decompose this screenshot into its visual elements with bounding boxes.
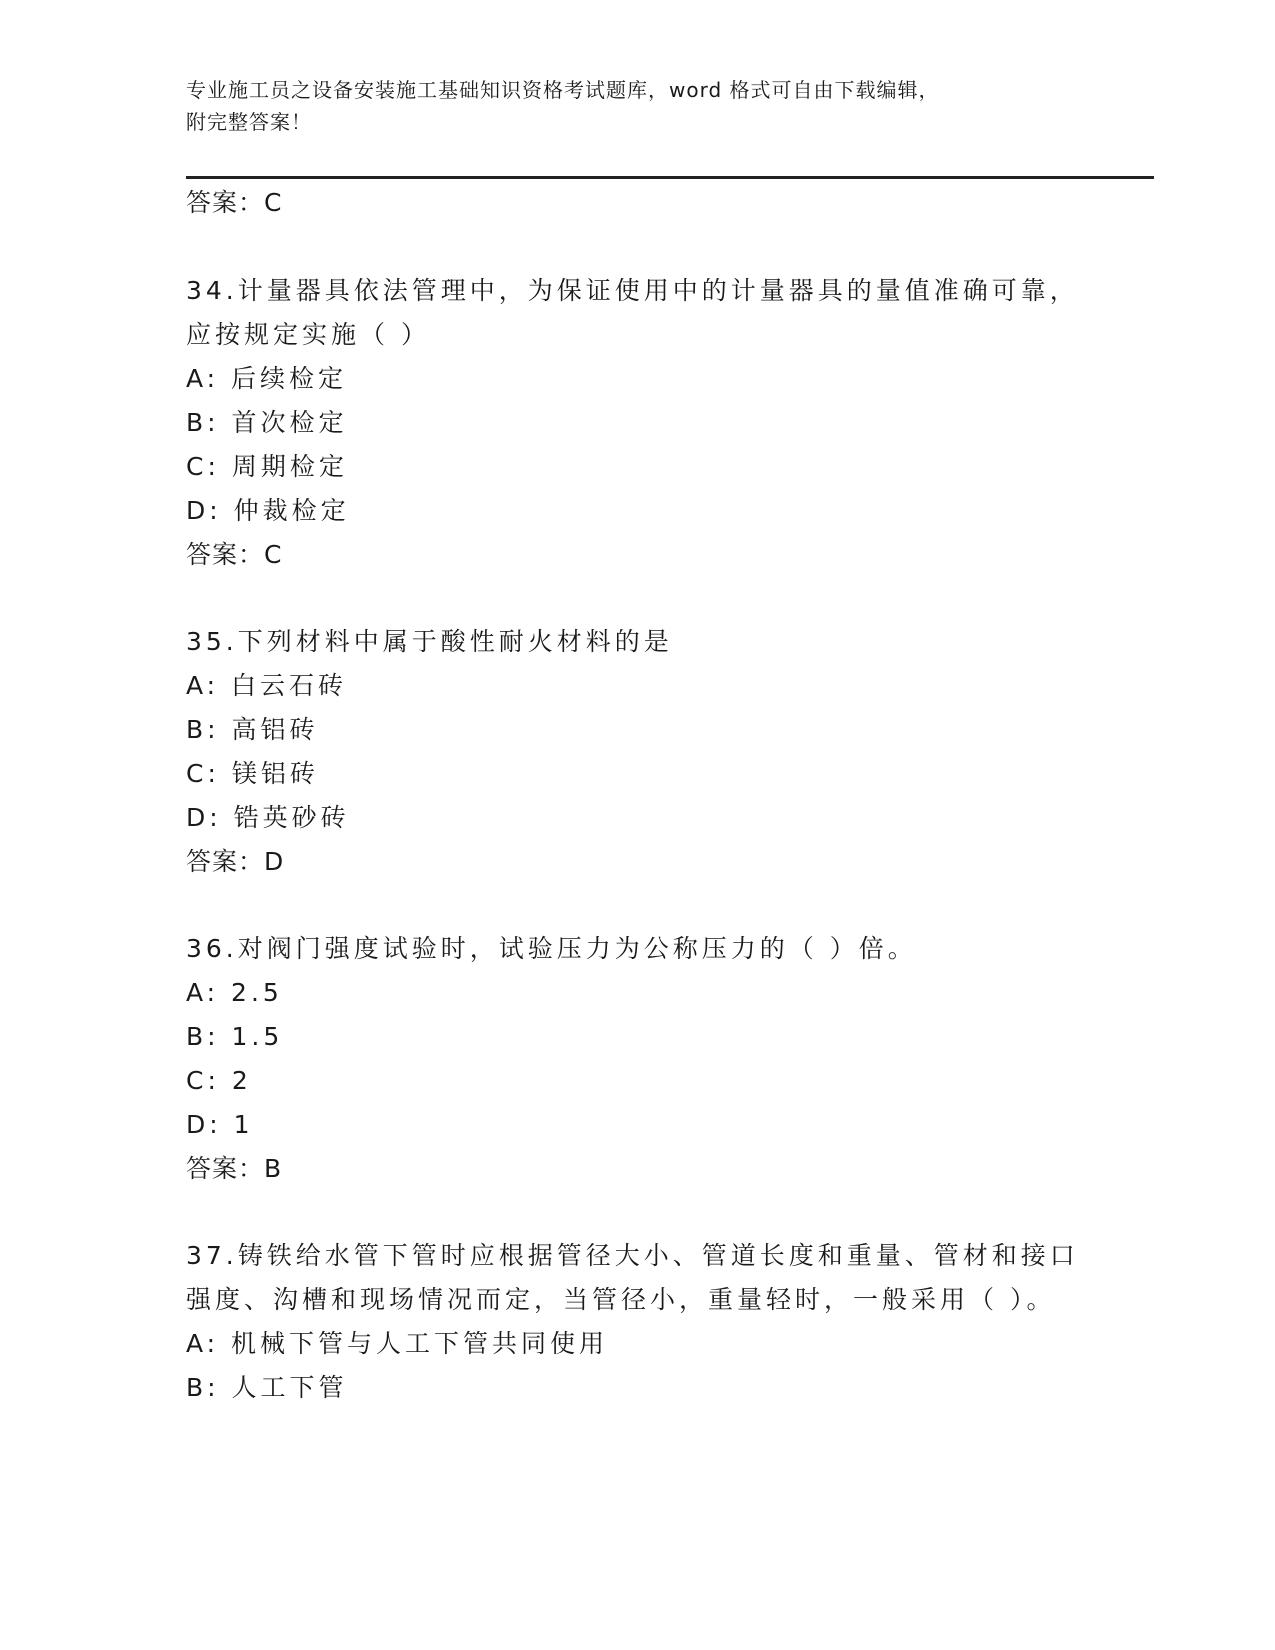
question-36-option-a: A: 2.5: [186, 978, 283, 1007]
header-line-2: 附完整答案！: [186, 110, 312, 134]
document-header: [186, 74, 1066, 138]
question-36-option-d: D: 1: [186, 1110, 254, 1139]
question-35-option-b: B: 高铝砖: [186, 715, 319, 744]
question-34-answer: 答案：C: [186, 540, 283, 569]
header-divider: [186, 176, 1154, 179]
question-34-option-a: A: 后续检定: [186, 364, 348, 393]
question-37-option-b: B: 人工下管: [186, 1373, 348, 1402]
question-35-option-a: A: 白云石砖: [186, 671, 348, 700]
question-34-option-c: C: 周期检定: [186, 452, 348, 481]
question-36-option-b: B: 1.5: [186, 1022, 284, 1051]
header-line-1: 专业施工员之设备安装施工基础知识资格考试题库，word 格式可自由下载编辑，: [186, 78, 940, 102]
previous-answer: 答案：C: [186, 188, 283, 217]
question-36-option-c: C: 2: [186, 1066, 252, 1095]
question-37-text-line-2: 强度、沟槽和现场情况而定，当管径小，重量轻时，一般采用（ ）。: [186, 1285, 1056, 1314]
question-34-text-line-1: 34.计量器具依法管理中，为保证使用中的计量器具的量值准确可靠，: [186, 276, 1079, 305]
question-34-option-d: D: 仲裁检定: [186, 496, 350, 525]
question-35-option-d: D: 锆英砂砖: [186, 803, 350, 832]
question-34-text-line-2: 应按规定实施（ ）: [186, 320, 430, 349]
question-36-answer: 答案：B: [186, 1154, 283, 1183]
question-35-option-c: C: 镁铝砖: [186, 759, 319, 788]
question-35-text-line-1: 35.下列材料中属于酸性耐火材料的是: [186, 627, 673, 656]
question-37-text-line-1: 37.铸铁给水管下管时应根据管径大小、管道长度和重量、管材和接口: [186, 1241, 1079, 1270]
question-36-text-line-1: 36.对阀门强度试验时，试验压力为公称压力的（ ）倍。: [186, 934, 917, 963]
question-34-option-b: B: 首次检定: [186, 408, 348, 437]
question-35-answer: 答案：D: [186, 847, 285, 876]
question-37-option-a: A: 机械下管与人工下管共同使用: [186, 1329, 609, 1358]
